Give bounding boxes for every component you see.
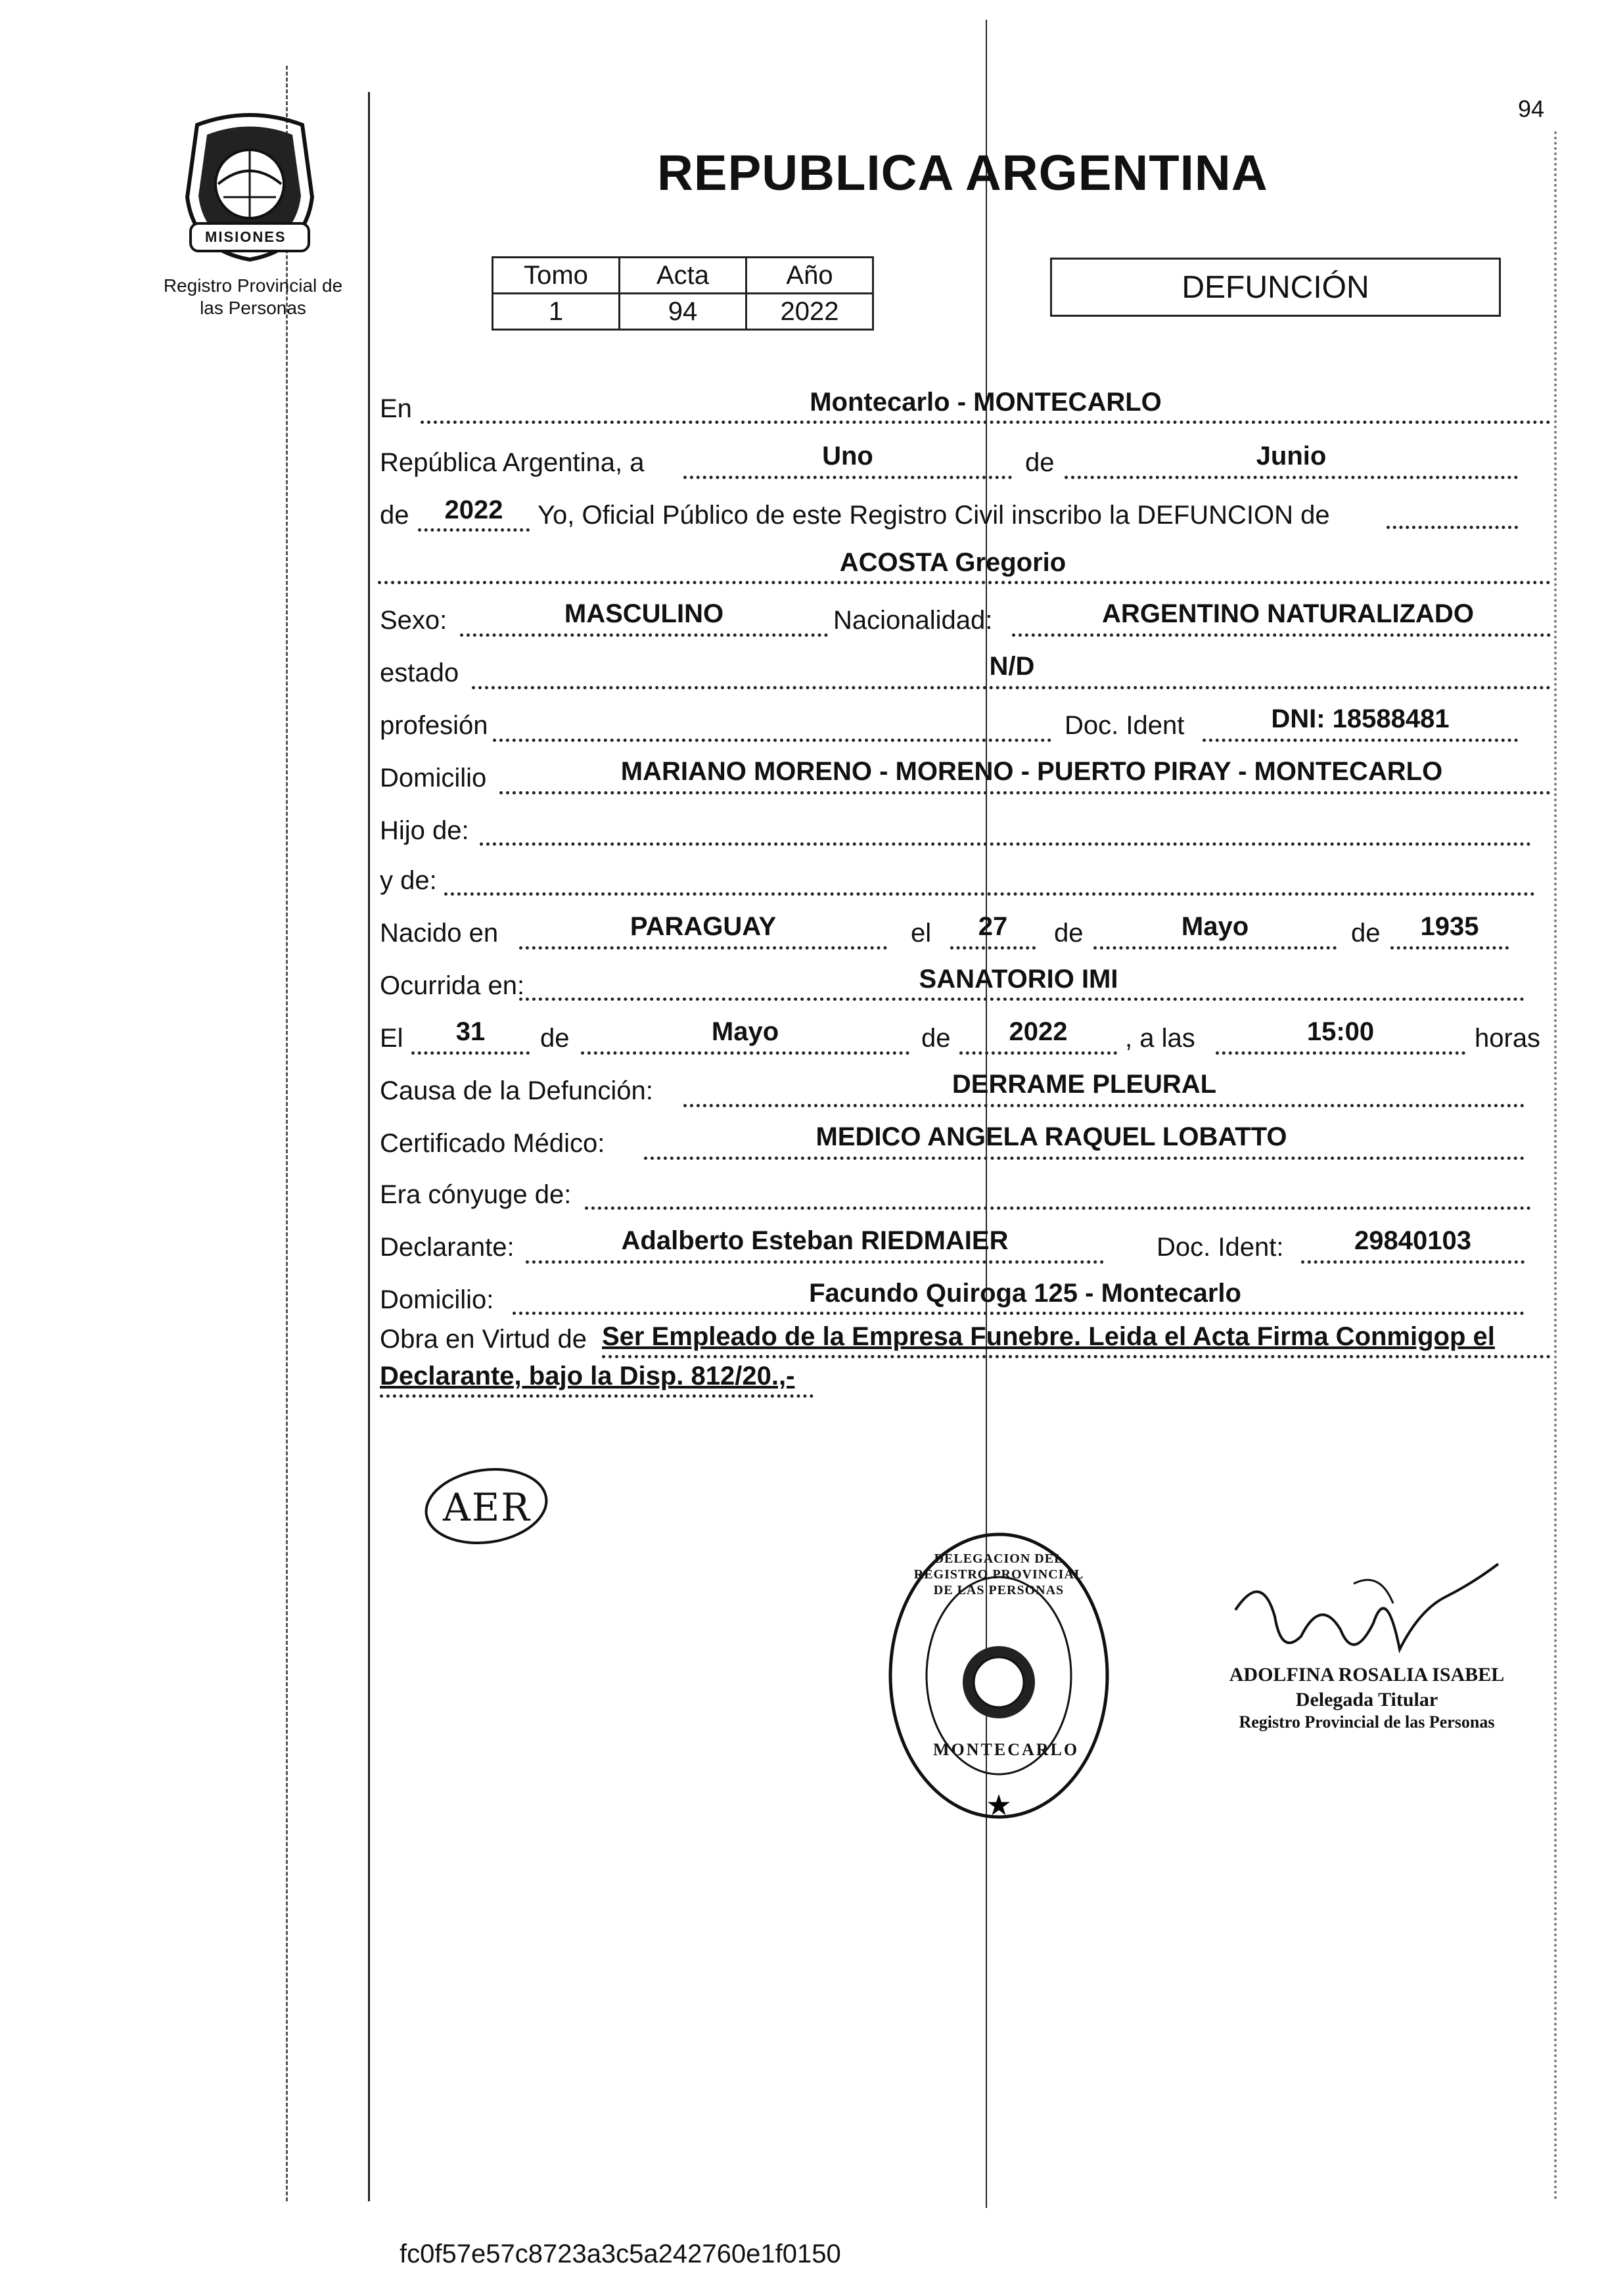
svg-text:★: ★ <box>986 1789 1012 1822</box>
record-type: DEFUNCIÓN <box>1182 269 1369 305</box>
causa-line <box>683 1104 1525 1107</box>
record-type-box <box>1050 258 1501 317</box>
nacido-label: Nacido en <box>380 919 499 948</box>
estado-value: N/D <box>989 652 1035 681</box>
de-label-1: de <box>1025 448 1055 477</box>
initials-text: AER <box>443 1485 531 1530</box>
domicilio-line <box>499 791 1551 794</box>
tomo-value: 1 <box>493 294 620 330</box>
day-words: Uno <box>822 442 873 471</box>
alas-label: , a las <box>1125 1024 1195 1053</box>
declarante-doc-value: 29840103 <box>1354 1226 1471 1255</box>
hijo-line <box>480 842 1531 846</box>
stamp-inner-text: MONTECARLO <box>933 1740 1080 1759</box>
yde-line <box>444 892 1535 896</box>
right-margin-marks <box>1554 131 1557 2201</box>
province-crest-logo <box>171 112 329 266</box>
domicilio-value: MARIANO MORENO - MORENO - PUERTO PIRAY - MONTECARLO <box>620 757 1443 786</box>
conyuge-label: Era cónyuge de: <box>380 1180 572 1209</box>
certificado-value: MEDICO ANGELA RAQUEL LOBATTO <box>815 1122 1287 1151</box>
decl-domicilio-label: Domicilio: <box>380 1285 494 1314</box>
oficial-end-line <box>1387 526 1518 529</box>
estado-line <box>472 686 1551 689</box>
causa-label: Causa de la Defunción: <box>380 1076 653 1105</box>
sexo-value: MASCULINO <box>564 599 724 628</box>
death-month-line <box>581 1051 909 1055</box>
stamp-ring-text: DELEGACION DEL REGISTRO PROVINCIAL DE LAS PERSONAS <box>913 1551 1084 1597</box>
declarante-line <box>526 1260 1104 1264</box>
registry-name-line2: las Personas <box>200 297 306 318</box>
ocurrida-label: Ocurrida en: <box>380 971 525 1000</box>
obra-line-1 <box>602 1355 1551 1358</box>
nacido-line <box>519 946 887 950</box>
nacionalidad-value: ARGENTINO NATURALIZADO <box>1102 599 1474 628</box>
birth-day: 27 <box>978 912 1008 941</box>
registry-name-line1: Registro Provincial de <box>163 275 343 296</box>
certificado-line <box>644 1157 1525 1160</box>
deceased-name: ACOSTA Gregorio <box>839 548 1067 577</box>
signer-title: Delegada Titular <box>1295 1688 1438 1711</box>
month-value: Junio <box>1256 442 1327 471</box>
en-label: En <box>380 394 412 423</box>
horas-label: horas <box>1475 1024 1541 1053</box>
anio-value: 2022 <box>746 294 873 330</box>
sexo-label: Sexo: <box>380 606 447 635</box>
death-year: 2022 <box>1009 1017 1068 1046</box>
page-number: 94 <box>1518 95 1545 122</box>
estado-label: estado <box>380 658 459 687</box>
day-line <box>683 476 1012 479</box>
oficial-text: Yo, Oficial Público de este Registro Civil inscribo la DEFUNCION de <box>538 501 1330 530</box>
anio-header: Año <box>746 258 873 294</box>
official-stamp <box>887 1531 1111 1833</box>
doc-ident-line <box>1203 739 1518 742</box>
ocurrida-line <box>519 998 1525 1001</box>
birth-month: Mayo <box>1181 912 1249 941</box>
year-line <box>418 528 530 532</box>
name-line <box>378 581 1551 584</box>
sexo-line <box>460 633 828 637</box>
death-time-line <box>1216 1051 1465 1055</box>
birth-year: 1935 <box>1420 912 1479 941</box>
obra-label: Obra en Virtud de <box>380 1325 587 1354</box>
left-margin-line <box>368 92 370 2201</box>
birth-day-line <box>950 946 1036 950</box>
logo-banner-text: MISIONES <box>205 229 287 245</box>
doc-ident-label: Doc. Ident <box>1065 711 1185 740</box>
signer-office: Registro Provincial de las Personas <box>1239 1712 1495 1732</box>
declarante-doc-line <box>1301 1260 1525 1264</box>
far-left-marks <box>286 66 288 2201</box>
declarante-value: Adalberto Esteban RIEDMAIER <box>621 1226 1009 1255</box>
acta-value: 94 <box>620 294 746 330</box>
de-label-5: de <box>540 1024 570 1053</box>
registry-name <box>151 275 355 319</box>
record-table <box>492 256 874 331</box>
death-time: 15:00 <box>1306 1017 1375 1046</box>
nacionalidad-line <box>1012 633 1551 637</box>
tomo-header: Tomo <box>493 258 620 294</box>
El-label: El <box>380 1024 403 1053</box>
profesion-label: profesión <box>380 711 488 740</box>
de-label-2: de <box>380 501 409 530</box>
obra-line-2 <box>380 1394 814 1398</box>
decl-domicilio-line <box>513 1312 1525 1315</box>
profesion-line <box>493 739 1051 742</box>
signer-name: ADOLFINA ROSALIA ISABEL <box>1229 1664 1505 1686</box>
obra-value-line1: Ser Empleado de la Empresa Funebre. Leida el Acta Firma Conmigop el <box>602 1322 1495 1351</box>
death-year-line <box>959 1051 1117 1055</box>
death-day: 31 <box>455 1017 486 1046</box>
doc-ident-value: DNI: 18588481 <box>1271 704 1450 733</box>
ocurrida-value: SANATORIO IMI <box>919 965 1118 994</box>
hijo-label: Hijo de: <box>380 816 469 845</box>
certificado-label: Certificado Médico: <box>380 1129 605 1158</box>
footer-hash: fc0f57e57c8723a3c5a242760e1f0150 <box>400 2239 841 2268</box>
obra-value-line2: Declarante, bajo la Disp. 812/20.,- <box>380 1362 795 1390</box>
domicilio-label: Domicilio <box>380 764 487 792</box>
acta-header: Acta <box>620 258 746 294</box>
center-fold-line <box>986 20 987 2208</box>
year-value: 2022 <box>444 495 503 524</box>
death-day-line <box>411 1051 530 1055</box>
declarante-label: Declarante: <box>380 1233 515 1262</box>
country-title: REPUBLICA ARGENTINA <box>657 145 1268 201</box>
death-month: Mayo <box>711 1017 779 1046</box>
republica-label: República Argentina, a <box>380 448 645 477</box>
de-label-4: de <box>1351 919 1381 948</box>
handwritten-initials <box>421 1465 552 1551</box>
el-label: el <box>911 919 932 948</box>
birth-year-line <box>1390 946 1509 950</box>
causa-value: DERRAME PLEURAL <box>952 1070 1217 1099</box>
nacido-value: PARAGUAY <box>630 912 777 941</box>
en-value: Montecarlo - MONTECARLO <box>810 388 1162 417</box>
month-line <box>1065 476 1518 479</box>
decl-domicilio-value: Facundo Quiroga 125 - Montecarlo <box>809 1279 1241 1308</box>
birth-month-line <box>1093 946 1337 950</box>
yde-label: y de: <box>380 866 437 895</box>
de-label-3: de <box>1054 919 1084 948</box>
conyuge-line <box>585 1206 1531 1210</box>
signature-block <box>1196 1663 1538 1733</box>
declarante-doc-label: Doc. Ident: <box>1157 1233 1284 1262</box>
nacionalidad-label: Nacionalidad: <box>833 606 993 635</box>
en-line <box>421 421 1551 424</box>
de-label-6: de <box>921 1024 951 1053</box>
